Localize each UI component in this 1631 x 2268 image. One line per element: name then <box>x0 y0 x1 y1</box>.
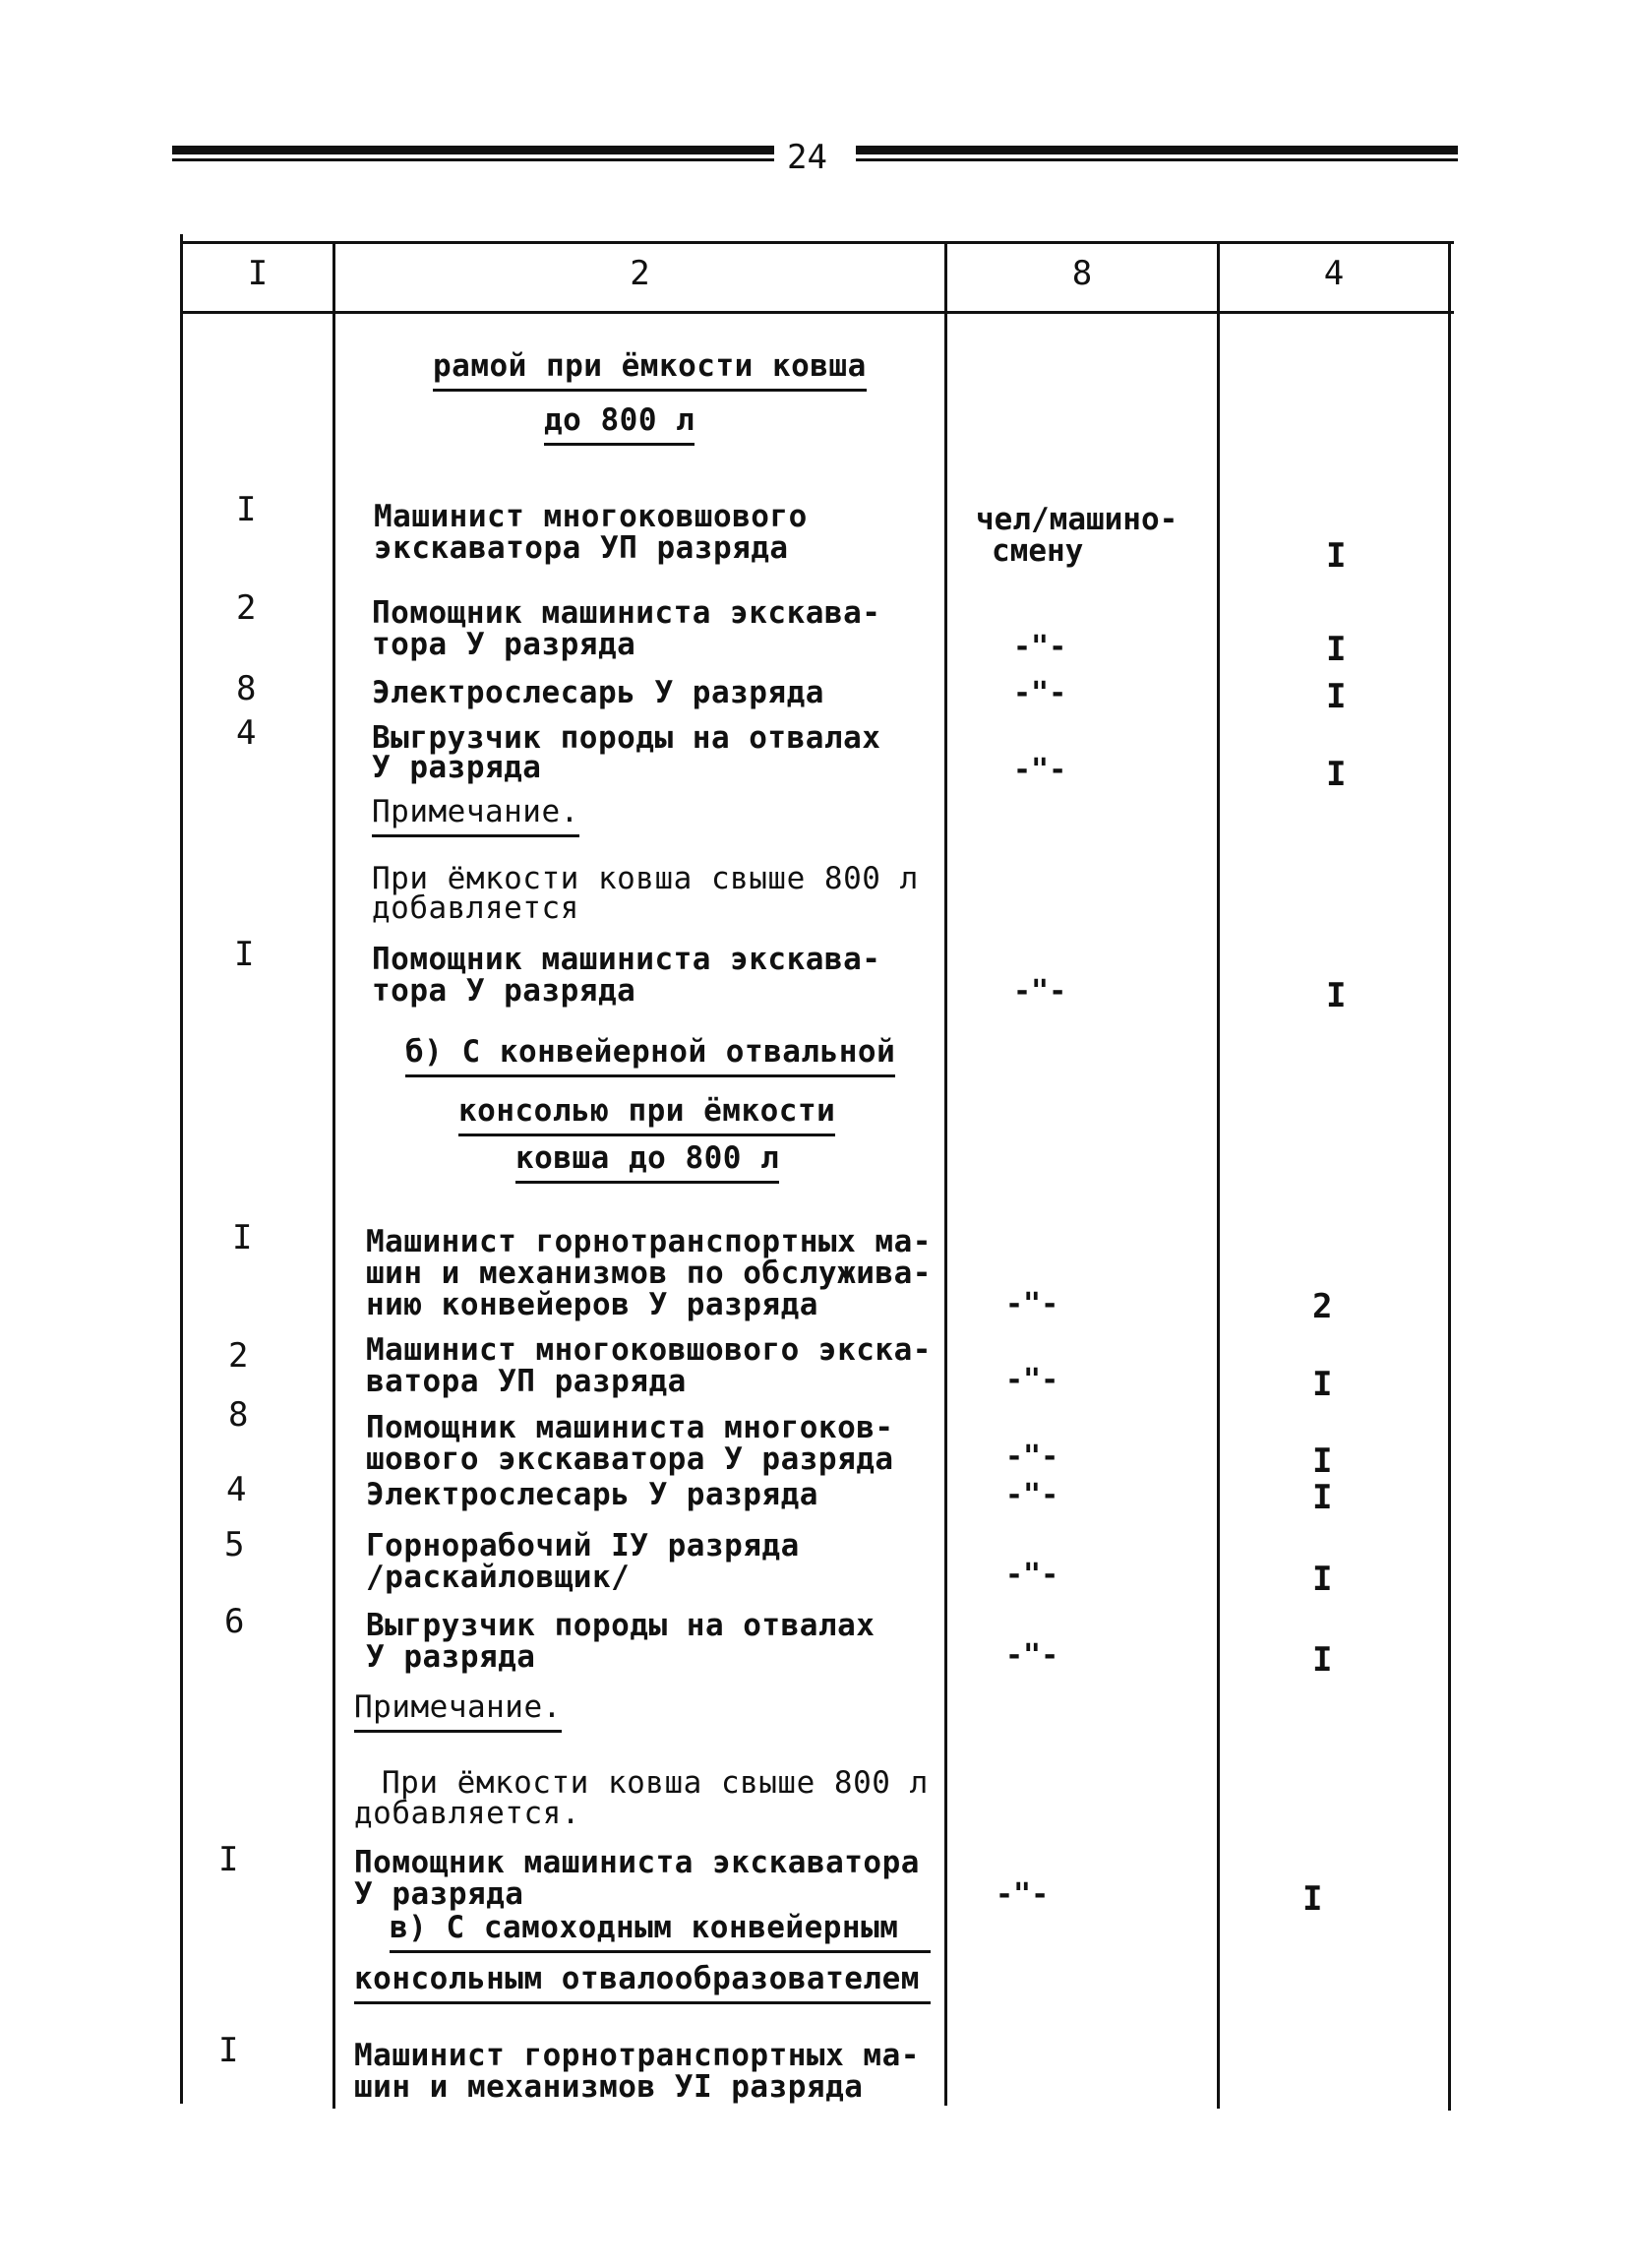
row-number: 4 <box>236 713 257 753</box>
row-number: I <box>218 1840 239 1879</box>
row-text: У разряда <box>354 1876 524 1912</box>
row-text: Помощник машиниста экскаватора <box>354 1845 920 1880</box>
ditto-mark: -"- <box>1013 974 1067 1009</box>
row-quantity: 2 <box>1312 1287 1333 1326</box>
col-line-0 <box>180 234 183 2104</box>
row-number: I <box>234 935 255 974</box>
row-quantity: I <box>1326 755 1347 794</box>
column-header-2: 2 <box>630 254 650 293</box>
row-quantity: I <box>1312 1478 1333 1517</box>
ditto-mark: -"- <box>1013 753 1067 787</box>
row-text: Машинист горнотранспортных ма- <box>366 1224 932 1259</box>
section-heading-line: консольным отвалообразователем <box>354 1962 931 2004</box>
section-heading-line: до 800 л <box>544 403 695 446</box>
note-label: Примечание. <box>354 1690 562 1733</box>
col-line-1 <box>332 241 335 2109</box>
note-text: добавляется. <box>354 1796 580 1831</box>
row-unit: чел/машино- <box>976 502 1178 537</box>
row-text: экскаватора УП разряда <box>374 530 789 566</box>
section-heading-line: консолью при ёмкости <box>458 1094 835 1136</box>
row-quantity: I <box>1312 1640 1333 1680</box>
row-text: Электрослесарь У разряда <box>372 675 824 710</box>
row-quantity: I <box>1326 976 1347 1015</box>
row-text: Машинист горнотранспортных ма- <box>354 2038 920 2073</box>
row-number: 8 <box>236 669 257 708</box>
page-number: 24 <box>787 138 827 177</box>
col-line-2 <box>944 241 947 2106</box>
ditto-mark: -"- <box>1005 1287 1059 1321</box>
row-number: 6 <box>224 1602 245 1641</box>
row-quantity: I <box>1312 1441 1333 1481</box>
note-text: При ёмкости ковша свыше 800 л <box>382 1765 929 1801</box>
row-text: Выгрузчик породы на отвалах <box>366 1608 876 1643</box>
row-text: Помощник машиниста многоков- <box>366 1410 894 1445</box>
row-text: ватора УП разряда <box>366 1364 687 1399</box>
table-top-line <box>180 241 1454 244</box>
row-number: 8 <box>228 1395 249 1435</box>
ditto-mark: -"- <box>1005 1558 1059 1592</box>
row-number: 5 <box>224 1525 245 1564</box>
row-text: шин и механизмов УI разряда <box>354 2069 864 2105</box>
ditto-mark: -"- <box>1005 1638 1059 1673</box>
row-text: /раскайловщик/ <box>366 1560 631 1595</box>
ditto-mark: -"- <box>1005 1478 1059 1512</box>
row-text: Помощник машиниста экскава- <box>372 942 881 977</box>
row-text: Горнорабочий IУ разряда <box>366 1528 800 1563</box>
ditto-mark: -"- <box>1005 1363 1059 1397</box>
section-heading-line: ковша до 800 л <box>515 1141 779 1184</box>
column-header-3: 8 <box>1071 254 1093 293</box>
header-rule-right <box>856 146 1458 154</box>
ditto-mark: -"- <box>1005 1440 1059 1474</box>
row-text: У разряда <box>372 750 542 785</box>
column-header-4: 4 <box>1323 254 1345 293</box>
row-text: тора У разряда <box>372 973 636 1009</box>
row-quantity: I <box>1312 1560 1333 1599</box>
row-text: Помощник машиниста экскава- <box>372 595 881 631</box>
header-rule-left <box>172 146 774 154</box>
note-text: добавляется <box>372 890 579 926</box>
row-text: тора У разряда <box>372 627 636 662</box>
section-heading-line: рамой при ёмкости ковша <box>433 349 867 392</box>
section-heading-line: в) С самоходным конвейерным <box>390 1911 931 1953</box>
column-header-1: I <box>247 254 269 293</box>
note-label: Примечание. <box>372 795 579 837</box>
ditto-mark: -"- <box>1013 676 1067 710</box>
row-number: 2 <box>236 588 257 628</box>
col-line-3 <box>1217 241 1220 2109</box>
row-number: I <box>232 1218 253 1257</box>
row-text: Электрослесарь У разряда <box>366 1477 818 1512</box>
header-rule-right-thin <box>856 158 1458 161</box>
row-unit: смену <box>992 533 1084 569</box>
header-rule-left-thin <box>172 158 774 161</box>
row-quantity: I <box>1326 536 1347 576</box>
row-quantity: I <box>1302 1879 1323 1919</box>
ditto-mark: -"- <box>1013 630 1067 664</box>
row-text: У разряда <box>366 1639 536 1675</box>
row-text: шового экскаватора У разряда <box>366 1441 894 1477</box>
section-heading-line: б) С конвейерной отвальной <box>405 1035 895 1077</box>
row-text: Машинист многоковшового <box>374 499 808 534</box>
ditto-mark: -"- <box>996 1877 1050 1912</box>
row-text: шин и механизмов по обслужива- <box>366 1256 932 1291</box>
note-text: При ёмкости ковша свыше 800 л <box>372 861 919 896</box>
row-number: 4 <box>226 1470 247 1509</box>
row-number: I <box>218 2031 239 2070</box>
row-text: Выгрузчик породы на отвалах <box>372 720 881 756</box>
table-header-line <box>180 311 1454 314</box>
row-quantity: I <box>1326 630 1347 669</box>
row-text: Машинист многоковшового экска- <box>366 1332 932 1368</box>
row-number: 2 <box>228 1336 249 1376</box>
row-number: I <box>236 490 257 529</box>
col-line-4 <box>1448 241 1451 2111</box>
row-quantity: I <box>1312 1365 1333 1404</box>
row-quantity: I <box>1326 677 1347 716</box>
row-text: нию конвейеров У разряда <box>366 1287 818 1322</box>
